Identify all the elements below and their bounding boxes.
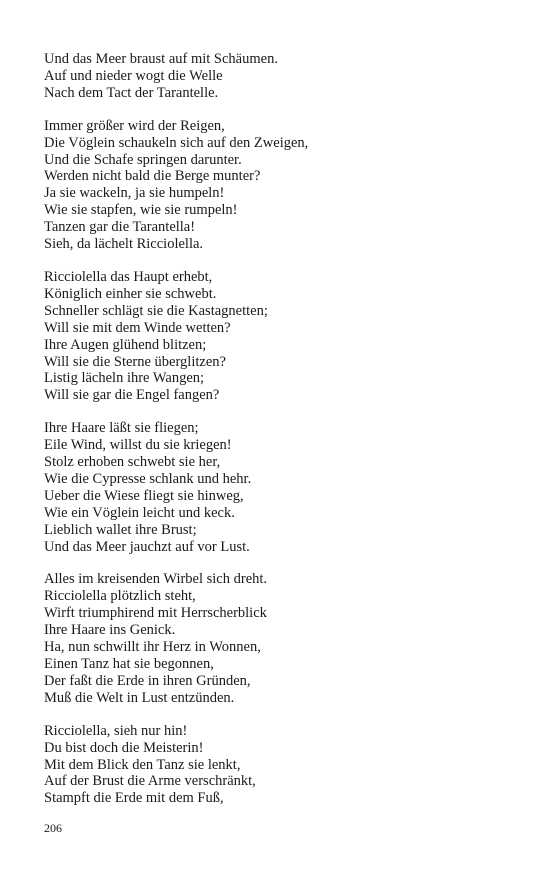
- poem-line: Will sie gar die Engel fangen?: [44, 387, 220, 404]
- poem-line: Ricciolella plötzlich steht,: [44, 588, 196, 605]
- poem-line: Werden nicht bald die Berge munter?: [44, 168, 261, 185]
- poem-line: Ha, nun schwillt ihr Herz in Wonnen,: [44, 639, 261, 656]
- poem-line: Will sie die Sterne überglitzen?: [44, 353, 226, 370]
- stanza-3: [44, 269, 524, 404]
- poem-line: Ueber die Wiese fliegt sie hinweg,: [44, 487, 244, 504]
- poem-line: Will sie mit dem Winde wetten?: [44, 319, 231, 336]
- poem-line: Lieblich wallet ihre Brust;: [44, 521, 197, 538]
- stanza-1: [44, 51, 524, 102]
- poem-line: Wie ein Vöglein leicht und keck.: [44, 504, 235, 521]
- poem-line: Wie die Cypresse schlank und hehr.: [44, 470, 252, 487]
- stanza-6: [44, 723, 524, 808]
- poem-line: Muß die Welt in Lust entzünden.: [44, 689, 235, 706]
- poem-line: Ihre Augen glühend blitzen;: [44, 336, 207, 353]
- poem-line: Auf der Brust die Arme verschränkt,: [44, 773, 256, 790]
- poem-line: Alles im kreisenden Wirbel sich dreht.: [44, 571, 268, 588]
- poem-line: Wirft triumphirend mit Herrscherblick: [44, 605, 267, 622]
- poem-line: Nach dem Tact der Tarantelle.: [44, 84, 219, 101]
- poem-line: Und das Meer jauchzt auf vor Lust.: [44, 538, 250, 555]
- poem-line: Die Vöglein schaukeln sich auf den Zweigen,: [44, 134, 309, 151]
- poem-line: Ihre Haare läßt sie fliegen;: [44, 420, 199, 437]
- poem-line: Ihre Haare ins Genick.: [44, 622, 176, 639]
- poem-line: Schneller schlägt sie die Kastagnetten;: [44, 302, 268, 319]
- poem-line: Der faßt die Erde in ihren Gründen,: [44, 672, 251, 689]
- poem-line: Tanzen gar die Tarantella!: [44, 219, 196, 236]
- poem-line: Du bist doch die Meisterin!: [44, 739, 204, 756]
- poem-line: Stampft die Erde mit dem Fuß,: [44, 790, 224, 807]
- poem-line: Und das Meer braust auf mit Schäumen.: [44, 51, 278, 67]
- stanza-5: [44, 571, 524, 706]
- poem-line: Eile Wind, willst du sie kriegen!: [44, 437, 232, 454]
- poem-line: Ricciolella, sieh nur hin!: [44, 722, 188, 739]
- poem-line: Mit dem Blick den Tanz sie lenkt,: [44, 756, 241, 773]
- poem-line: Sieh, da lächelt Ricciolella.: [44, 236, 204, 253]
- poem-line: Ricciolella das Haupt erhebt,: [44, 268, 213, 285]
- poem-line: Und die Schafe springen darunter.: [44, 151, 242, 168]
- poem-line: Immer größer wird der Reigen,: [44, 117, 225, 134]
- page-number: 206: [44, 821, 62, 835]
- poem-line: Ja sie wackeln, ja sie humpeln!: [44, 185, 225, 202]
- poem-body: [44, 51, 524, 823]
- stanza-4: [44, 420, 524, 555]
- poem-line: Einen Tanz hat sie begonnen,: [44, 656, 214, 672]
- poem-line: Königlich einher sie schwebt.: [44, 285, 217, 302]
- stanza-2: [44, 118, 524, 253]
- poem-line: Wie sie stapfen, wie sie rumpeln!: [44, 202, 238, 219]
- poem-line: Stolz erhoben schwebt sie her,: [44, 454, 221, 471]
- poem-line: Listig lächeln ihre Wangen;: [44, 370, 205, 387]
- poem-line: Auf und nieder wogt die Welle: [44, 67, 223, 84]
